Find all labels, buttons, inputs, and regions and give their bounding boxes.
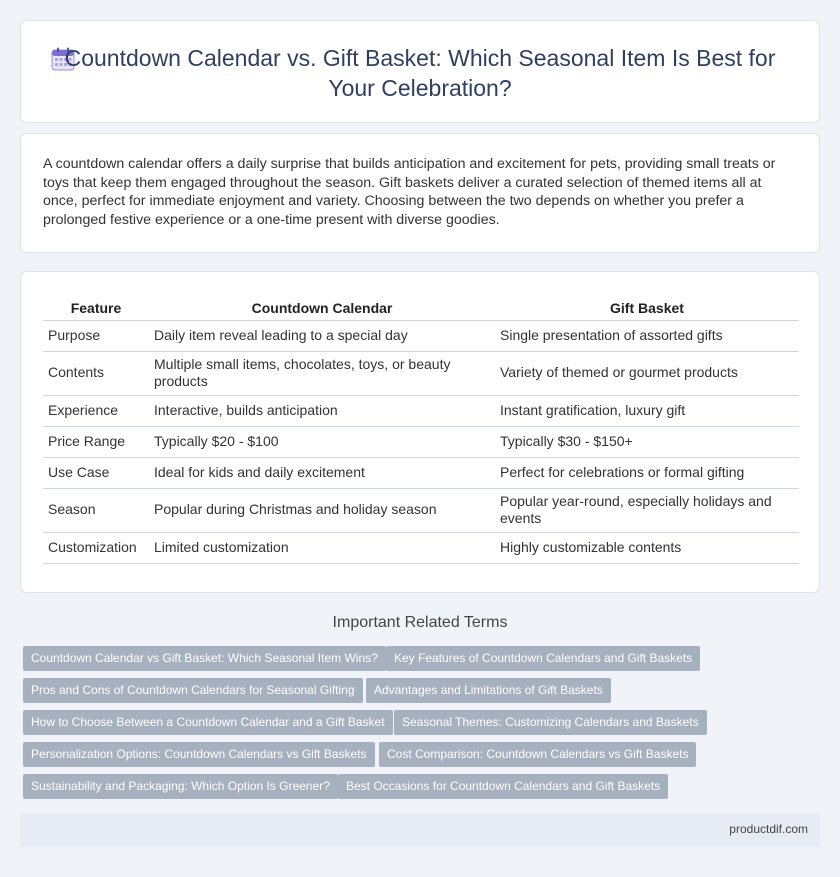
table-cell: Perfect for celebrations or formal gifting — [495, 457, 799, 488]
intro-card — [20, 133, 820, 253]
table-cell: Experience — [43, 395, 149, 426]
footer-bar — [20, 813, 820, 847]
table-row — [43, 395, 799, 426]
table-cell: Ideal for kids and daily excitement — [149, 457, 495, 488]
table-cell: Instant gratification, luxury gift — [495, 395, 799, 426]
table-cell: Price Range — [43, 426, 149, 457]
related-term-link[interactable]: Countdown Calendar vs Gift Basket: Which Seasonal Item Wins? — [23, 646, 386, 671]
footer-site-name[interactable]: productdif.com — [729, 822, 808, 836]
table-row — [43, 320, 799, 351]
header-gift-basket: Gift Basket — [495, 296, 799, 320]
table-cell: Limited customization — [149, 532, 495, 563]
table-cell: Popular during Christmas and holiday season — [149, 488, 495, 532]
related-term-link[interactable]: Cost Comparison: Countdown Calendars vs Gift Baskets — [379, 742, 696, 767]
comparison-table — [43, 296, 799, 564]
table-cell: Purpose — [43, 320, 149, 351]
table-cell: Popular year-round, especially holidays and events — [495, 488, 799, 532]
table-row — [43, 532, 799, 563]
table-cell: Use Case — [43, 457, 149, 488]
comparison-card — [20, 271, 820, 593]
page-title: Countdown Calendar vs. Gift Basket: Which Seasonal Item Is Best for Your Celebration? — [64, 45, 776, 101]
title-card — [20, 20, 820, 123]
related-term-link[interactable]: Best Occasions for Countdown Calendars and Gift Baskets — [338, 774, 668, 799]
table-row — [43, 457, 799, 488]
table-cell: Single presentation of assorted gifts — [495, 320, 799, 351]
header-feature: Feature — [43, 296, 149, 320]
table-cell: Variety of themed or gourmet products — [495, 351, 799, 395]
table-cell: Highly customizable contents — [495, 532, 799, 563]
table-cell: Multiple small items, chocolates, toys, or beauty products — [149, 351, 495, 395]
related-terms-heading: Important Related Terms — [332, 614, 508, 631]
related-term-link[interactable]: How to Choose Between a Countdown Calendar and a Gift Basket — [23, 710, 393, 735]
related-term-link[interactable]: Personalization Options: Countdown Calendars vs Gift Baskets — [23, 742, 375, 767]
table-cell: Customization — [43, 532, 149, 563]
header-countdown-calendar: Countdown Calendar — [149, 296, 495, 320]
table-cell: Typically $30 - $150+ — [495, 426, 799, 457]
table-cell: Interactive, builds anticipation — [149, 395, 495, 426]
table-cell: Season — [43, 488, 149, 532]
related-term-link[interactable]: Sustainability and Packaging: Which Option Is Greener? — [23, 774, 338, 799]
table-cell: Daily item reveal leading to a special day — [149, 320, 495, 351]
table-row — [43, 488, 799, 532]
table-cell: Contents — [43, 351, 149, 395]
table-row — [43, 426, 799, 457]
intro-paragraph: A countdown calendar offers a daily surprise that builds anticipation and excitement for pets, providing small treats or toys that keep them engaged throughout the season. Gift baskets deliver a curated selection of themed items all at once, perfect for immediate enjoyment and variety. Choosing between the two depends on whether you prefer a prolonged festive experience or a one-time present with diverse goodies. — [43, 156, 776, 228]
table-cell: Typically $20 - $100 — [149, 426, 495, 457]
related-term-link[interactable]: Key Features of Countdown Calendars and Gift Baskets — [386, 646, 700, 671]
related-term-link[interactable]: Advantages and Limitations of Gift Baskets — [366, 678, 611, 703]
table-row — [43, 351, 799, 395]
related-term-link[interactable]: Seasonal Themes: Customizing Calendars and Baskets — [394, 710, 707, 735]
table-header-row — [43, 296, 799, 320]
related-term-link[interactable]: Pros and Cons of Countdown Calendars for Seasonal Gifting — [23, 678, 363, 703]
